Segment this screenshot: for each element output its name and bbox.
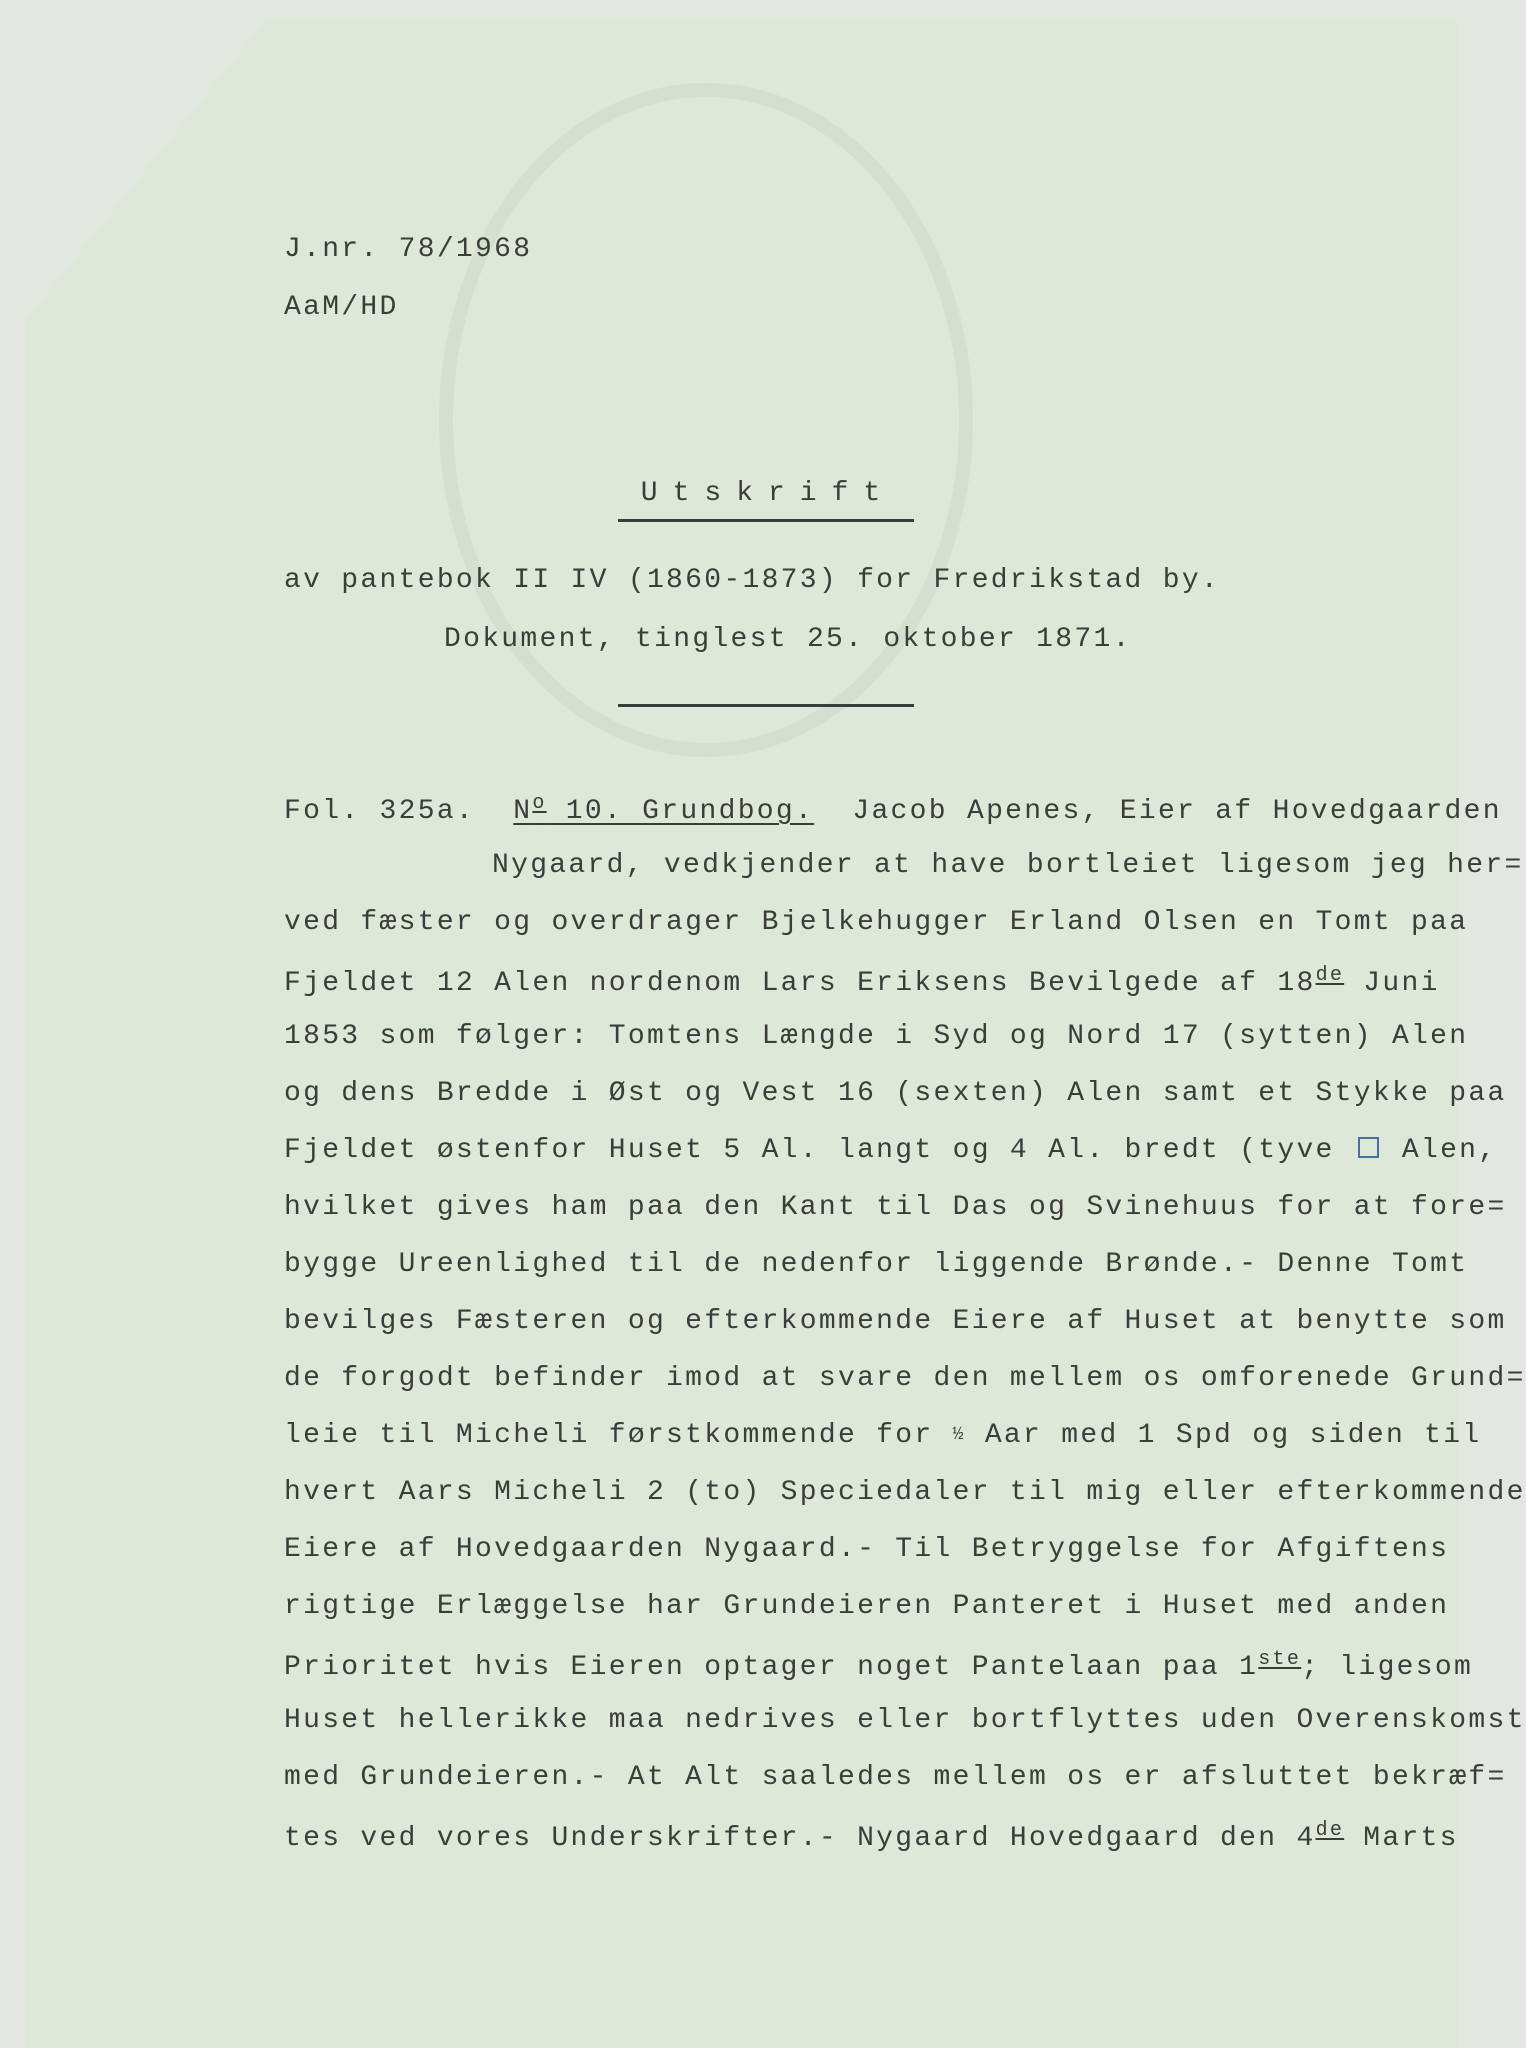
- body-line-15: rigtige Erlæggelse har Grundeieren Panteret i Huset med anden: [284, 1591, 1450, 1622]
- body-line-19: tes ved vores Underskrifter.- Nygaard Hovedgaard den 4de Marts: [284, 1819, 1459, 1854]
- body-line-13: hvert Aars Micheli 2 (to) Speciedaler til mig eller efterkommende: [284, 1477, 1526, 1508]
- folio-reference: Fol. 325a.: [284, 796, 476, 827]
- body-line-11: de forgodt befinder imod at svare den mellem os omforenede Grund=: [284, 1363, 1526, 1394]
- faint-stamp-watermark: [406, 60, 1006, 780]
- subtitle-line-2: Dokument, tinglest 25. oktober 1871.: [444, 624, 1132, 655]
- body-line-12: leie til Micheli førstkommende for ½ Aar med 1 Spd og siden til: [284, 1420, 1482, 1451]
- body-line-16: Prioritet hvis Eieren optager noget Pantelaan paa 1ste; ligesom: [284, 1648, 1474, 1683]
- body-line-9: bygge Ureenlighed til de nedenfor liggende Brønde.- Denne Tomt: [284, 1249, 1469, 1280]
- separator-rule: [618, 704, 914, 707]
- body-line-17: Huset hellerikke maa nedrives eller bortflyttes uden Overenskomst: [284, 1705, 1526, 1736]
- body-line-4: Fjeldet 12 Alen nordenom Lars Eriksens Bevilgede af 18de Juni: [284, 964, 1440, 999]
- body-line-7: Fjeldet østenfor Huset 5 Al. langt og 4 Al. bredt (tyve Alen,: [284, 1135, 1498, 1166]
- body-line-6: og dens Bredde i Øst og Vest 16 (sexten) Alen samt et Stykke paa: [284, 1078, 1507, 1109]
- subtitle-line-1: av pantebok II IV (1860-1873) for Fredrikstad by.: [284, 565, 1221, 596]
- document-title: Utskrift: [640, 478, 896, 509]
- author-initials: AaM/HD: [284, 292, 399, 323]
- body-line-8: hvilket gives ham paa den Kant til Das og Svinehuus for at fore=: [284, 1192, 1507, 1223]
- body-line-2: Nygaard, vedkjender at have bortleiet ligesom jeg her=: [492, 850, 1524, 881]
- body-line-10: bevilges Fæsteren og efterkommende Eiere af Huset at benytte som: [284, 1306, 1507, 1337]
- journal-number: J.nr. 78/1968: [284, 234, 533, 265]
- entry-number: $N^o$ 10. Grundbog.: [513, 792, 815, 827]
- body-line-14: Eiere af Hovedgaarden Nygaard.- Til Betryggelse for Afgiftens: [284, 1534, 1450, 1565]
- body-line-18: med Grundeieren.- At Alt saaledes mellem os er afsluttet bekræf=: [284, 1762, 1507, 1793]
- body-line-3: ved fæster og overdrager Bjelkehugger Erland Olsen en Tomt paa: [284, 907, 1469, 938]
- square-symbol-icon: [1358, 1137, 1379, 1158]
- title-underline: [618, 519, 914, 522]
- body-line-1: Fol. 325a. $N^o$ 10. Grundbog. Jacob Apenes, Eier af Hovedgaarden: [284, 792, 1502, 827]
- body-line-5: 1853 som følger: Tomtens Længde i Syd og Nord 17 (sytten) Alen: [284, 1021, 1469, 1052]
